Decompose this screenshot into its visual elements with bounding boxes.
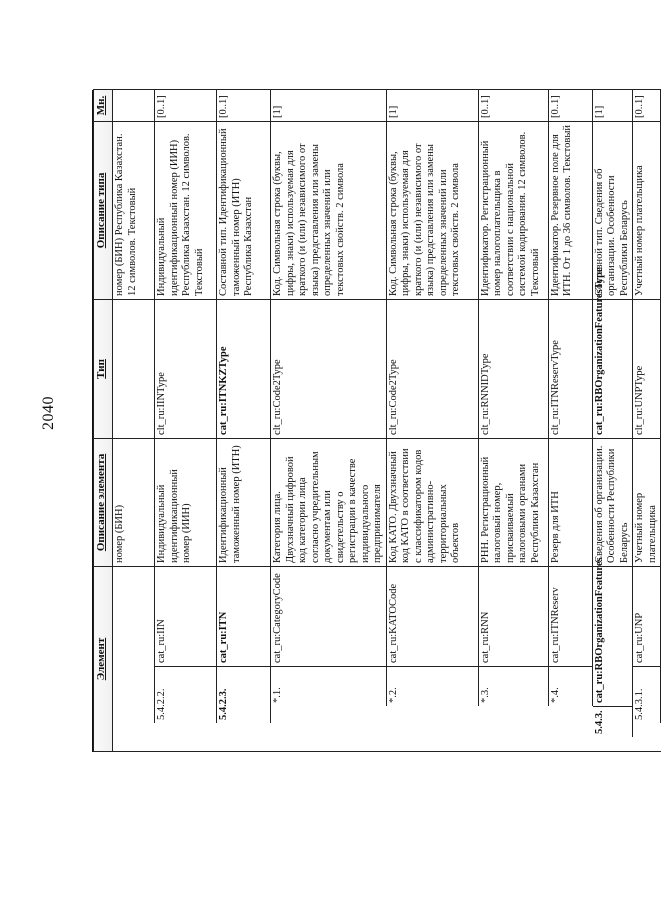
type-description-cell: номер (БИН) Республика Казахстан. 12 символов. Текстовый bbox=[113, 121, 155, 299]
indent-cell bbox=[217, 738, 271, 752]
type-cell: cat_ru:RBOrganizationFeaturesType bbox=[592, 299, 633, 438]
type-cell: clt_ru:ITNReservType bbox=[548, 299, 592, 438]
type-description-cell: Идентификатор. Регистрационный номер налогоплательщика в соответствии с национальной системой кодирования. 12 символов. Текстовый bbox=[478, 121, 548, 299]
element-number-cell: 5.4.3.1. bbox=[633, 667, 661, 724]
header-type-description: Описание типа bbox=[94, 121, 113, 299]
indent-cell bbox=[271, 738, 387, 752]
table-row bbox=[113, 89, 155, 751]
page-number: 2040 bbox=[40, 396, 57, 430]
element-description-cell: Категория лица. Двухзначный цифровой код категории лица согласно учредительным документам или свидетельству о регистрации в качестве индивидуального предпринимателя bbox=[271, 438, 387, 566]
indent-cell bbox=[478, 707, 548, 724]
indent-cell bbox=[155, 738, 217, 752]
header-multiplicity: Мн. bbox=[94, 89, 113, 121]
table-row bbox=[271, 89, 387, 751]
header-element: Элемент bbox=[94, 566, 113, 751]
type-description-cell: Индивидуальный идентификационный номер (ИИН) Республика Казахстан. 12 символов. Текстовый bbox=[155, 121, 217, 299]
element-name-cell: cat_ru:RBOrganizationFeatures bbox=[592, 566, 633, 706]
element-number-cell: 5.4.2.2. bbox=[155, 667, 217, 724]
multiplicity-cell: [1] bbox=[386, 89, 478, 121]
element-name-cell: cat_ru:CategoryCode bbox=[271, 566, 387, 666]
indent-cell bbox=[386, 724, 478, 738]
element-description-cell: Индивидуальный идентификационный номер (ИИН) bbox=[155, 438, 217, 566]
indent-cell bbox=[478, 724, 548, 738]
table-row bbox=[155, 89, 217, 751]
type-cell: clt_ru:IINType bbox=[155, 299, 217, 438]
type-cell: clt_ru:Code2Type bbox=[386, 299, 478, 438]
element-description-cell: Код КАТО. Двухзначный код КАТО в соответствии с классификатором кодов административно-территориальных объектов bbox=[386, 438, 478, 566]
multiplicity-cell: [1] bbox=[592, 89, 633, 121]
element-description-cell: Учетный номер плательщика bbox=[633, 438, 661, 566]
multiplicity-cell: [0..1] bbox=[548, 89, 592, 121]
element-number-cell: *.2. bbox=[386, 667, 478, 707]
element-number-cell: *.4. bbox=[548, 667, 592, 707]
indent-cell bbox=[271, 707, 387, 724]
table-row bbox=[592, 89, 633, 751]
element-name-cell: cat_ru:UNP bbox=[633, 566, 661, 666]
table-row bbox=[548, 89, 592, 751]
element-number-cell: 5.4.2.3. bbox=[217, 667, 271, 724]
multiplicity-cell: [0..1] bbox=[478, 89, 548, 121]
table-row bbox=[386, 89, 478, 751]
type-description-cell: Составной тип. Идентификационный таможенный номер (ИТН) Республика Казахстан bbox=[217, 121, 271, 299]
element-number-cell: *.3. bbox=[478, 667, 548, 707]
indent-cell bbox=[386, 707, 478, 724]
table-row bbox=[478, 89, 548, 751]
element-name-cell bbox=[113, 566, 155, 723]
table-row bbox=[633, 89, 661, 751]
indent-cell bbox=[548, 738, 592, 752]
element-name-cell: cat_ru:KATOCode bbox=[386, 566, 478, 666]
element-number-cell: *.1. bbox=[271, 667, 387, 707]
indent-cell bbox=[271, 724, 387, 738]
indent-cell bbox=[548, 724, 592, 738]
element-name-cell: cat_ru:ITNReserv bbox=[548, 566, 592, 666]
type-cell bbox=[113, 299, 155, 438]
spec-table bbox=[93, 89, 661, 752]
type-cell: clt_ru:RNNIDType bbox=[478, 299, 548, 438]
element-description-cell: Идентификационный таможенный номер (ИТН) bbox=[217, 438, 271, 566]
indent-cell bbox=[633, 724, 661, 738]
multiplicity-cell bbox=[113, 89, 155, 121]
header-element-description: Описание элемента bbox=[94, 438, 113, 566]
type-description-cell: Составной тип. Сведения об организации. Особенности Республики Беларусь bbox=[592, 121, 633, 299]
element-name-cell: cat_ru:RNN bbox=[478, 566, 548, 666]
type-description-cell: Учетный номер плательщика bbox=[633, 121, 661, 299]
indent-cell bbox=[113, 724, 155, 738]
indent-cell bbox=[113, 738, 155, 752]
multiplicity-cell: [0..1] bbox=[155, 89, 217, 121]
type-description-cell: Код. Символьная строка (буквы, цифры, знаки) используемая для краткого (и (или) независимого от языка) представления или замены определенных значений или текстовых свойств. 2 символа bbox=[271, 121, 387, 299]
table-header-row bbox=[94, 89, 113, 751]
header-type: Тип bbox=[94, 299, 113, 438]
type-cell: clt_ru:Code2Type bbox=[271, 299, 387, 438]
type-description-cell: Идентификатор. Резервное поле для ИТН. От 1 до 36 символов. Текстовый bbox=[548, 121, 592, 299]
element-name-cell: cat_ru:IIN bbox=[155, 566, 217, 666]
type-cell: clt_ru:UNPType bbox=[633, 299, 661, 438]
element-description-cell: РНН. Регистрационный налоговый номер, присваиваемый налоговыми органами Республики Казахстан bbox=[478, 438, 548, 566]
indent-cell bbox=[548, 707, 592, 724]
element-name-cell: cat_ru:ITN bbox=[217, 566, 271, 666]
element-description-cell: Резерв для ИТН bbox=[548, 438, 592, 566]
element-description-cell: номер (БИН) bbox=[113, 438, 155, 566]
type-cell: cat_ru:ITNKZType bbox=[217, 299, 271, 438]
multiplicity-cell: [1] bbox=[271, 89, 387, 121]
multiplicity-cell: [0..1] bbox=[217, 89, 271, 121]
rotated-spec-table bbox=[92, 90, 658, 752]
multiplicity-cell: [0..1] bbox=[633, 89, 661, 121]
element-description-cell: Сведения об организации. Особенности Республики Беларусь bbox=[592, 438, 633, 566]
indent-cell bbox=[478, 738, 548, 752]
element-number-cell: 5.4.3. bbox=[592, 707, 633, 738]
table-row bbox=[217, 89, 271, 751]
indent-cell bbox=[633, 738, 661, 752]
type-description-cell: Код. Символьная строка (буквы, цифры, знаки) используемая для краткого (и (или) независимого от языка) представления или замены определенных значений или текстовых свойств. 2 символа bbox=[386, 121, 478, 299]
indent-cell bbox=[592, 738, 633, 752]
indent-cell bbox=[217, 724, 271, 738]
indent-cell bbox=[386, 738, 478, 752]
indent-cell bbox=[155, 724, 217, 738]
